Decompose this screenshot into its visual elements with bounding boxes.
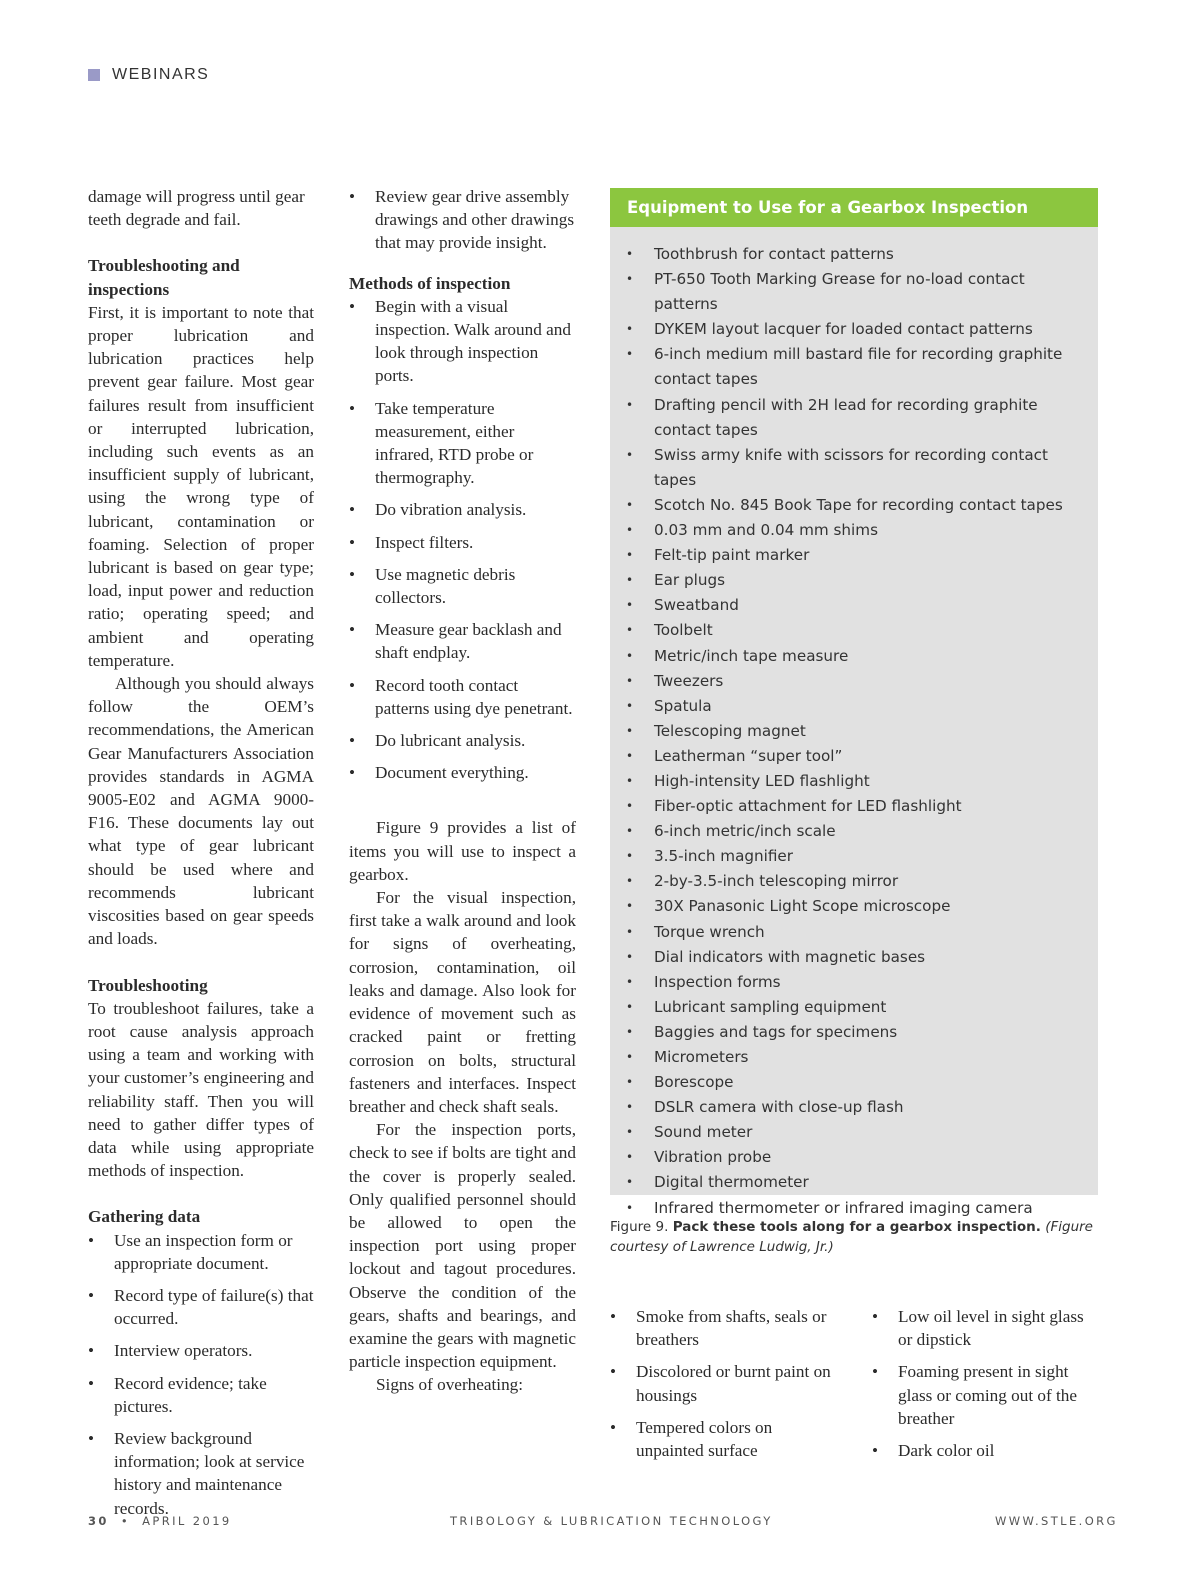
equipment-item: • Infrared thermometer or infrared imaging camera xyxy=(626,1196,1088,1221)
list-item: • Tempered colors on unpainted surface xyxy=(610,1416,835,1462)
equipment-item: • Micrometers xyxy=(626,1045,1088,1070)
heading-troubleshooting-inspections: Troubleshooting and inspections xyxy=(88,256,240,299)
equipment-item: • Spatula xyxy=(626,694,1088,719)
equipment-item: • Inspection forms xyxy=(626,970,1088,995)
equipment-item: • Leatherman “super tool” xyxy=(626,744,1088,769)
list-item: • Dark color oil xyxy=(872,1439,1098,1462)
equipment-item: • Toolbelt xyxy=(626,618,1088,643)
section-title: WEBINARS xyxy=(112,66,210,83)
list-item: • Document everything. xyxy=(349,761,576,784)
signs-list-left xyxy=(610,1305,835,1462)
website: WWW.STLE.ORG xyxy=(995,1514,1118,1528)
publication-name: TRIBOLOGY & LUBRICATION TECHNOLOGY xyxy=(450,1514,773,1528)
list-item: • Do vibration analysis. xyxy=(349,498,576,521)
list-item: • Record evidence; take pictures. xyxy=(88,1372,314,1418)
list-item: • Record tooth contact patterns using dye penetrant. xyxy=(349,674,576,720)
paragraph: For the visual inspection, first take a walk around and look for signs of overheating, corrosion, contamination, oil leaks and damage. Also look for evidence of movement such as cracked paint or fretting corrosion on bolts, structural fasteners and interfaces. Inspect breather and check shaft seals. xyxy=(349,888,576,1116)
equipment-item: • Dial indicators with magnetic bases xyxy=(626,945,1088,970)
list-item: • Record type of failure(s) that occurred. xyxy=(88,1284,314,1330)
signs-left-column xyxy=(610,1305,835,1471)
equipment-item: • Borescope xyxy=(626,1070,1088,1095)
list-item: • Low oil level in sight glass or dipstick xyxy=(872,1305,1098,1351)
paragraph: Figure 9 provides a list of items you will use to inspect a gearbox. xyxy=(349,818,576,884)
list-item: • Discolored or burnt paint on housings xyxy=(610,1360,835,1406)
list-item: • Inspect filters. xyxy=(349,531,576,554)
equipment-item: • 30X Panasonic Light Scope microscope xyxy=(626,894,1088,919)
equipment-item: • Sound meter xyxy=(626,1120,1088,1145)
equipment-item: • High-intensity LED flashlight xyxy=(626,769,1088,794)
heading-methods-of-inspection: Methods of inspection xyxy=(349,273,511,293)
caption-credit: (Figure courtesy of Lawrence Ludwig, Jr.) xyxy=(610,1219,1093,1255)
list-item: • Review gear drive assembly drawings and other drawings that may provide insight. xyxy=(349,185,576,255)
figure-caption xyxy=(610,1218,1105,1257)
equipment-item: • PT-650 Tooth Marking Grease for no-load contact patterns xyxy=(626,267,1088,317)
caption-label: Figure 9. xyxy=(610,1219,669,1235)
equipment-list xyxy=(626,242,1088,1221)
paragraph: First, it is important to note that proper lubrication and lubrication practices help prevent gear failure. Most gear failures result from insufficient or interrupted lubrication, including such events as an insufficient supply of lubricant, using the wrong type of lubricant, contamination or foaming. Selection of proper lubricant is based on gear type; load, input power and reduction ratio; operating speed; and ambient and operating temperature. xyxy=(88,302,314,670)
section-marker-icon xyxy=(88,69,100,81)
figure-title: Equipment to Use for a Gearbox Inspection xyxy=(610,188,1098,227)
equipment-item: • 6-inch medium mill bastard file for recording graphite contact tapes xyxy=(626,342,1088,392)
list-item: • Interview operators. xyxy=(88,1339,314,1362)
paragraph: Signs of overheating: xyxy=(376,1375,524,1395)
equipment-item: • 2-by-3.5-inch telescoping mirror xyxy=(626,869,1088,894)
list-item: • Do lubricant analysis. xyxy=(349,729,576,752)
equipment-item: • Drafting pencil with 2H lead for recording graphite contact tapes xyxy=(626,393,1088,443)
equipment-item: • Digital thermometer xyxy=(626,1170,1088,1195)
equipment-item: • Fiber-optic attachment for LED flashlight xyxy=(626,794,1088,819)
equipment-item: • DSLR camera with close-up flash xyxy=(626,1095,1088,1120)
list-item: • Review background information; look at service history and maintenance records. xyxy=(88,1427,314,1520)
section-header xyxy=(88,66,209,84)
equipment-item: • Ear plugs xyxy=(626,568,1088,593)
paragraph: For the inspection ports, check to see if bolts are tight and the cover is properly sealed. Only qualified personnel should be allowed to open the inspection port using proper lockout and tagout procedures. Observe the condition of the gears, shafts and bearings, and examine the gears with magnetic particle inspection equipment. xyxy=(349,1120,576,1372)
paragraph: To troubleshoot failures, take a root cause analysis approach using a team and working with your customer’s engineering and reliability staff. Then you will need to gather differ types of data while using appropriate methods of inspection. xyxy=(88,998,314,1181)
list-item: • Measure gear backlash and shaft endplay. xyxy=(349,618,576,664)
list-item: • Foaming present in sight glass or coming out of the breather xyxy=(872,1360,1098,1430)
equipment-item: • 6-inch metric/inch scale xyxy=(626,819,1088,844)
equipment-item: • Sweatband xyxy=(626,593,1088,618)
equipment-item: • 3.5-inch magnifier xyxy=(626,844,1088,869)
drawings-bullet xyxy=(349,185,576,255)
footer-left xyxy=(88,1514,232,1528)
equipment-item: • Swiss army knife with scissors for recording contact tapes xyxy=(626,443,1088,493)
page-number: 30 xyxy=(88,1514,109,1528)
equipment-item: • 0.03 mm and 0.04 mm shims xyxy=(626,518,1088,543)
signs-right-column xyxy=(872,1305,1098,1471)
equipment-item: • Telescoping magnet xyxy=(626,719,1088,744)
list-item: • Smoke from shafts, seals or breathers xyxy=(610,1305,835,1351)
equipment-item: • Felt-tip paint marker xyxy=(626,543,1088,568)
list-item: • Begin with a visual inspection. Walk around and look through inspection ports. xyxy=(349,295,576,388)
gathering-data-list xyxy=(88,1229,314,1520)
column-2 xyxy=(349,185,576,1397)
figure-9-box xyxy=(610,188,1098,1217)
issue-date: APRIL 2019 xyxy=(142,1514,232,1528)
list-item: • Use magnetic debris collectors. xyxy=(349,563,576,609)
equipment-item: • Vibration probe xyxy=(626,1145,1088,1170)
caption-bold: Pack these tools along for a gearbox inspection. xyxy=(672,1219,1041,1235)
paragraph: Although you should always follow the OEM’s recommendations, the American Gear Manufacturers Association provides standards in AGMA 9005-E02 and AGMA 9000-F16. These documents lay out what type of gear lubricant should be used where and recommends lubricant viscosities based on gear speeds and loads. xyxy=(88,674,314,949)
equipment-item: • Tweezers xyxy=(626,669,1088,694)
heading-gathering-data: Gathering data xyxy=(88,1207,201,1227)
equipment-item: • Toothbrush for contact patterns xyxy=(626,242,1088,267)
equipment-item: • Baggies and tags for specimens xyxy=(626,1020,1088,1045)
signs-list-right xyxy=(872,1305,1098,1462)
paragraph-intro: damage will progress until gear teeth degrade and fail. xyxy=(88,187,305,230)
footer-separator: • xyxy=(120,1514,131,1528)
equipment-item: • DYKEM layout lacquer for loaded contact patterns xyxy=(626,317,1088,342)
heading-troubleshooting: Troubleshooting xyxy=(88,975,208,995)
list-item: • Take temperature measurement, either infrared, RTD probe or thermography. xyxy=(349,397,576,490)
column-1 xyxy=(88,185,314,1529)
equipment-item: • Metric/inch tape measure xyxy=(626,644,1088,669)
equipment-item: • Scotch No. 845 Book Tape for recording contact tapes xyxy=(626,493,1088,518)
equipment-item: • Lubricant sampling equipment xyxy=(626,995,1088,1020)
list-item: • Use an inspection form or appropriate document. xyxy=(88,1229,314,1275)
methods-list xyxy=(349,295,576,785)
equipment-item: • Torque wrench xyxy=(626,920,1088,945)
